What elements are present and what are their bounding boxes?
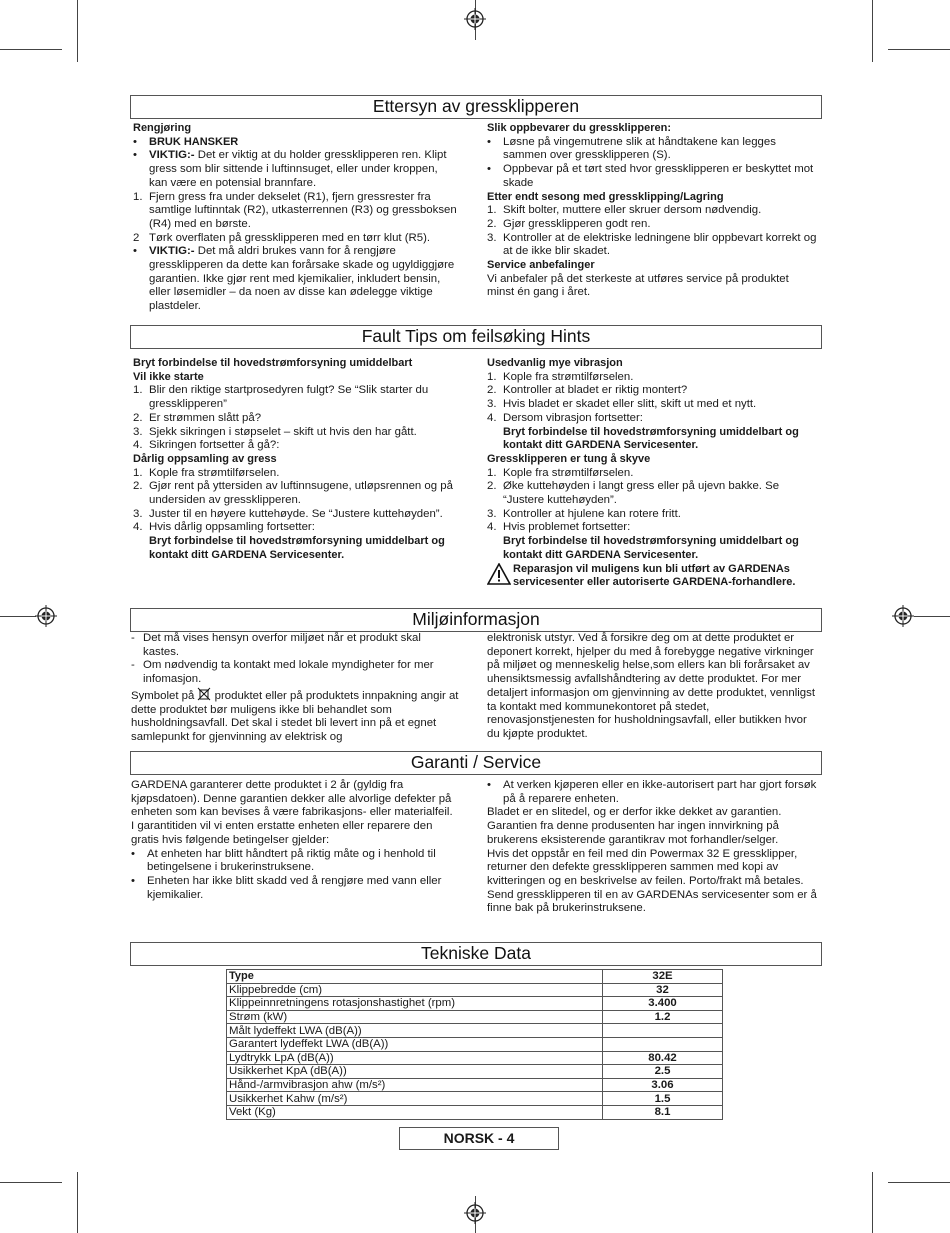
- list-item: 2 Tørk overflaten på gressklipperen med en tørr klut (R5).: [133, 231, 431, 244]
- list-item: 1. Fjern gress fra under dekselet (R1), fjern gressrester fra samtlige luftinntak (R2), utkasterrennen (R3) og gressboksen (R4) med en børste.: [133, 190, 457, 230]
- list-item: • Oppbevar på et tørt sted hvor gressklipperen er beskyttet mot skade: [487, 163, 814, 189]
- list-item: • At verken kjøperen eller en ikke-autorisert part har gjort forsøk på å reparere enheten.: [487, 779, 817, 805]
- list-item: • VIKTIG:- Det er viktig at du holder gressklipperen ren. Klipt gress som blir sittende i luftinnsuget, eller under kroppen, kan være en potensial brannfare.: [133, 149, 447, 189]
- registration-mark-icon: [35, 605, 57, 627]
- cleaning-heading: Rengjøring: [133, 122, 192, 134]
- poor-collection-heading: Dårlig oppsamling av gress: [133, 452, 277, 465]
- list-item: 3. Kontroller at de elektriske ledningene blir oppbevart korrekt og at de ikke blir skadet.: [487, 231, 817, 258]
- registration-mark-icon: [464, 8, 486, 30]
- care-left-column: [133, 122, 458, 314]
- list-item: 1. Kople fra strømtilførselen.: [133, 466, 280, 479]
- list-item: 2. Kontroller at bladet er riktig montert?: [487, 384, 688, 397]
- list-item: • Enheten har ikke blitt skadd ved å rengjøre med vann eller kjemikalier.: [131, 874, 442, 901]
- list-item: 3. Juster til en høyere kuttehøyde. Se “Justere kuttehøyden”.: [133, 507, 443, 520]
- crop-mark: [872, 0, 873, 62]
- crossed-bin-icon: [197, 687, 211, 701]
- weee-paragraph: Symbolet på produktet eller på produktets innpakning angir at dette produktet bør muligens ikke bli behandlet som husholdningsavfall. Det skal i stedet bli levert inn på et egnet samlepunkt for gjenvinning av elektrisk og: [131, 687, 459, 745]
- section-title-warranty: Garanti / Service: [130, 751, 822, 775]
- section-title-tech: Tekniske Data: [130, 942, 822, 966]
- crop-mark: [872, 1172, 873, 1233]
- list-item: • BRUK HANSKER: [133, 135, 239, 148]
- crop-mark: [0, 1182, 62, 1183]
- heavy-push-heading: Gressklipperen er tung å skyve: [487, 452, 651, 465]
- tech-data-table: [226, 969, 723, 1120]
- list-item: 3. Sjekk sikringen i støpselet – skift ut hvis den har gått.: [133, 425, 417, 438]
- crop-mark: [914, 616, 950, 617]
- list-item: 4. Hvis problemet fortsetter:: [487, 521, 631, 534]
- list-item: 1. Kople fra strømtilførselen.: [487, 466, 634, 479]
- table-row: Garantert lydeffekt LWA (dB(A)): [227, 1037, 723, 1051]
- list-item: 2. Øke kuttehøyden i langt gress eller på ujevn bakke. Se “Justere kuttehøyden”.: [487, 480, 780, 507]
- list-item: • VIKTIG:- Det må aldri brukes vann for å rengjøre gressklipperen da dette kan forårsake skade og ugyldiggjøre garantien. Ikke gjør rent med kjemikalier, inkludert bensin, eller løsemidler – da noen av disse kan ødelegge viktige plastdeler.: [133, 245, 455, 313]
- section-title-environment: Miljøinformasjon: [130, 608, 822, 632]
- no-start-heading: Vil ikke starte: [133, 370, 204, 383]
- fault-left-column: [133, 357, 463, 563]
- storage-heading: Slik oppbevarer du gressklipperen:: [487, 122, 672, 134]
- section-title-fault: Fault Tips om feilsøking Hints: [130, 325, 822, 349]
- list-item: 1. Kople fra strømtilførselen.: [487, 370, 634, 383]
- list-item: • At enheten har blitt håndtert på riktig måte og i henhold til betingelsene i brukerinstruksene.: [131, 847, 436, 874]
- fault-right-column: [487, 357, 817, 590]
- list-item: 3. Kontroller at hjulene kan rotere fritt.: [487, 507, 681, 520]
- table-row: Klippebredde (cm) 32: [227, 983, 723, 997]
- list-item: 1. Blir den riktige startprosedyren fulgt? Se “Slik starter du gressklipperen”: [133, 384, 429, 411]
- warranty-left-column: GARDENA garanterer dette produktet i 2 år (gyldig fra kjøpsdatoen). Denne garantien dekker alle alvorlige defekter på enheten som kan bevises å være fabrikasjons- eller materialfeil. I garantitiden vil vi enten erstatte enheten eller reparere den gratis hvis følgende betingelser gjelder: • At enheten har blitt håndtert på riktig måte og i henhold til betingelsene i brukerinstruksene. • Enheten har ikke blitt skadd ved å rengjøre med vann eller kjemikalier.: [131, 779, 461, 902]
- list-item: - Det må vises hensyn overfor miljøet når et produkt skal kastes.: [131, 632, 421, 658]
- list-item: 4. Dersom vibrasjon fortsetter:: [487, 411, 643, 424]
- list-item: 2. Gjør rent på yttersiden av luftinnsugene, utløpsrennen og på undersiden av gressklipperen.: [133, 480, 453, 507]
- crop-mark: [888, 49, 950, 50]
- table-row: Type 32E: [227, 970, 723, 984]
- list-item: 3. Hvis bladet er skadet eller slitt, skift ut med et nytt.: [487, 398, 757, 411]
- env-left-column: [131, 632, 459, 745]
- list-item: 4. Hvis dårlig oppsamling fortsetter:: [133, 521, 315, 534]
- warranty-right-column: • At verken kjøperen eller en ikke-autorisert part har gjort forsøk på å reparere enheten. Bladet er en slitedel, og er derfor ikke dekket av garantien. Garantien fra denne produsenten har ingen innvirkning på brukerens eksisterende garantikrav mot forhandler/selger. Hvis det oppstår en feil med din Powermax 32 E gressklipper, returner den defekte gressklipperen sammen med kopi av kvitteringen og en beskrivelse av feilen. Porto/frakt må betales. Send gressklipperen til en av GARDENAs servicesenter som er å finne bak på brukerinstruksene.: [487, 779, 819, 916]
- contact-service-note: Bryt forbindelse til hovedstrømforsyning umiddelbart og kontakt ditt GARDENA Servicesenter.: [503, 535, 799, 561]
- table-row: Strøm (kW) 1.2: [227, 1010, 723, 1024]
- table-row: Usikkerhet Kahw (m/s²) 1.5: [227, 1092, 723, 1106]
- registration-mark-icon: [892, 605, 914, 627]
- list-item: 2. Er strømmen slått på?: [133, 411, 262, 424]
- warning-triangle-icon: [487, 563, 513, 590]
- table-row: Vekt (Kg) 8.1: [227, 1105, 723, 1119]
- page-number: NORSK - 4: [399, 1127, 559, 1150]
- table-row: Usikkerhet KpA (dB(A)) 2.5: [227, 1065, 723, 1079]
- table-row: Lydtrykk LpA (dB(A)) 80.42: [227, 1051, 723, 1065]
- contact-service-note: Bryt forbindelse til hovedstrømforsyning umiddelbart og kontakt ditt GARDENA Servicesenter.: [149, 535, 445, 561]
- section-title-care: Ettersyn av gressklipperen: [130, 95, 822, 119]
- service-text: Vi anbefaler på det sterkeste at utføres service på produktet minst én gang i året.: [487, 272, 789, 299]
- list-item: 4. Sikringen fortsetter å gå?:: [133, 439, 280, 452]
- season-heading: Etter endt sesong med gressklipping/Lagring: [487, 190, 724, 203]
- env-right-column: elektronisk utstyr. Ved å forsikre deg om at dette produktet er deponert korrekt, hjelper du med å forebygge negative virkninger på miljøet og menneskelig helse,som ellers kan bli forårsaket av uhensiktsmessig avfallshåndtering av dette produktet. For mer detaljert informasjon om gjenvinning av dette produktet, vennligst ta kontakt med kommunekontoret på stedet, renovasjonstjenesten for husholdningsavfall, eller butikken hvor du kjøpte produktet.: [487, 632, 815, 740]
- crop-mark: [888, 1182, 950, 1183]
- vibration-heading: Usedvanlig mye vibrasjon: [487, 357, 623, 369]
- care-right-column: [487, 122, 817, 300]
- table-row: Målt lydeffekt LWA (dB(A)): [227, 1024, 723, 1038]
- list-item: 1. Skift bolter, muttere eller skruer dersom nødvendig.: [487, 204, 762, 217]
- service-heading: Service anbefalinger: [487, 259, 595, 272]
- table-row: Klippeinnretningens rotasjonshastighet (rpm) 3.400: [227, 997, 723, 1011]
- crop-mark: [77, 1172, 78, 1233]
- crop-mark: [77, 0, 78, 62]
- contact-service-note: Bryt forbindelse til hovedstrømforsyning umiddelbart og kontakt ditt GARDENA Servicesenter.: [503, 425, 799, 452]
- table-row: Hånd-/armvibrasjon ahw (m/s²) 3.06: [227, 1078, 723, 1092]
- list-item: 2. Gjør gressklipperen godt ren.: [487, 217, 651, 230]
- crop-mark: [0, 616, 36, 617]
- disconnect-warning: Bryt forbindelse til hovedstrømforsyning umiddelbart: [133, 357, 413, 369]
- repair-warning: Reparasjon vil muligens kun bli utført av GARDENAs servicesenter eller autoriserte GARDENA-forhandlere.: [487, 563, 817, 590]
- crop-mark: [0, 49, 62, 50]
- registration-mark-icon: [464, 1202, 486, 1224]
- list-item: • Løsne på vingemutrene slik at håndtakene kan legges sammen over gressklipperen (S).: [487, 135, 776, 162]
- list-item: - Om nødvendig ta kontakt med lokale myndigheter for mer infomasjon.: [131, 659, 434, 686]
